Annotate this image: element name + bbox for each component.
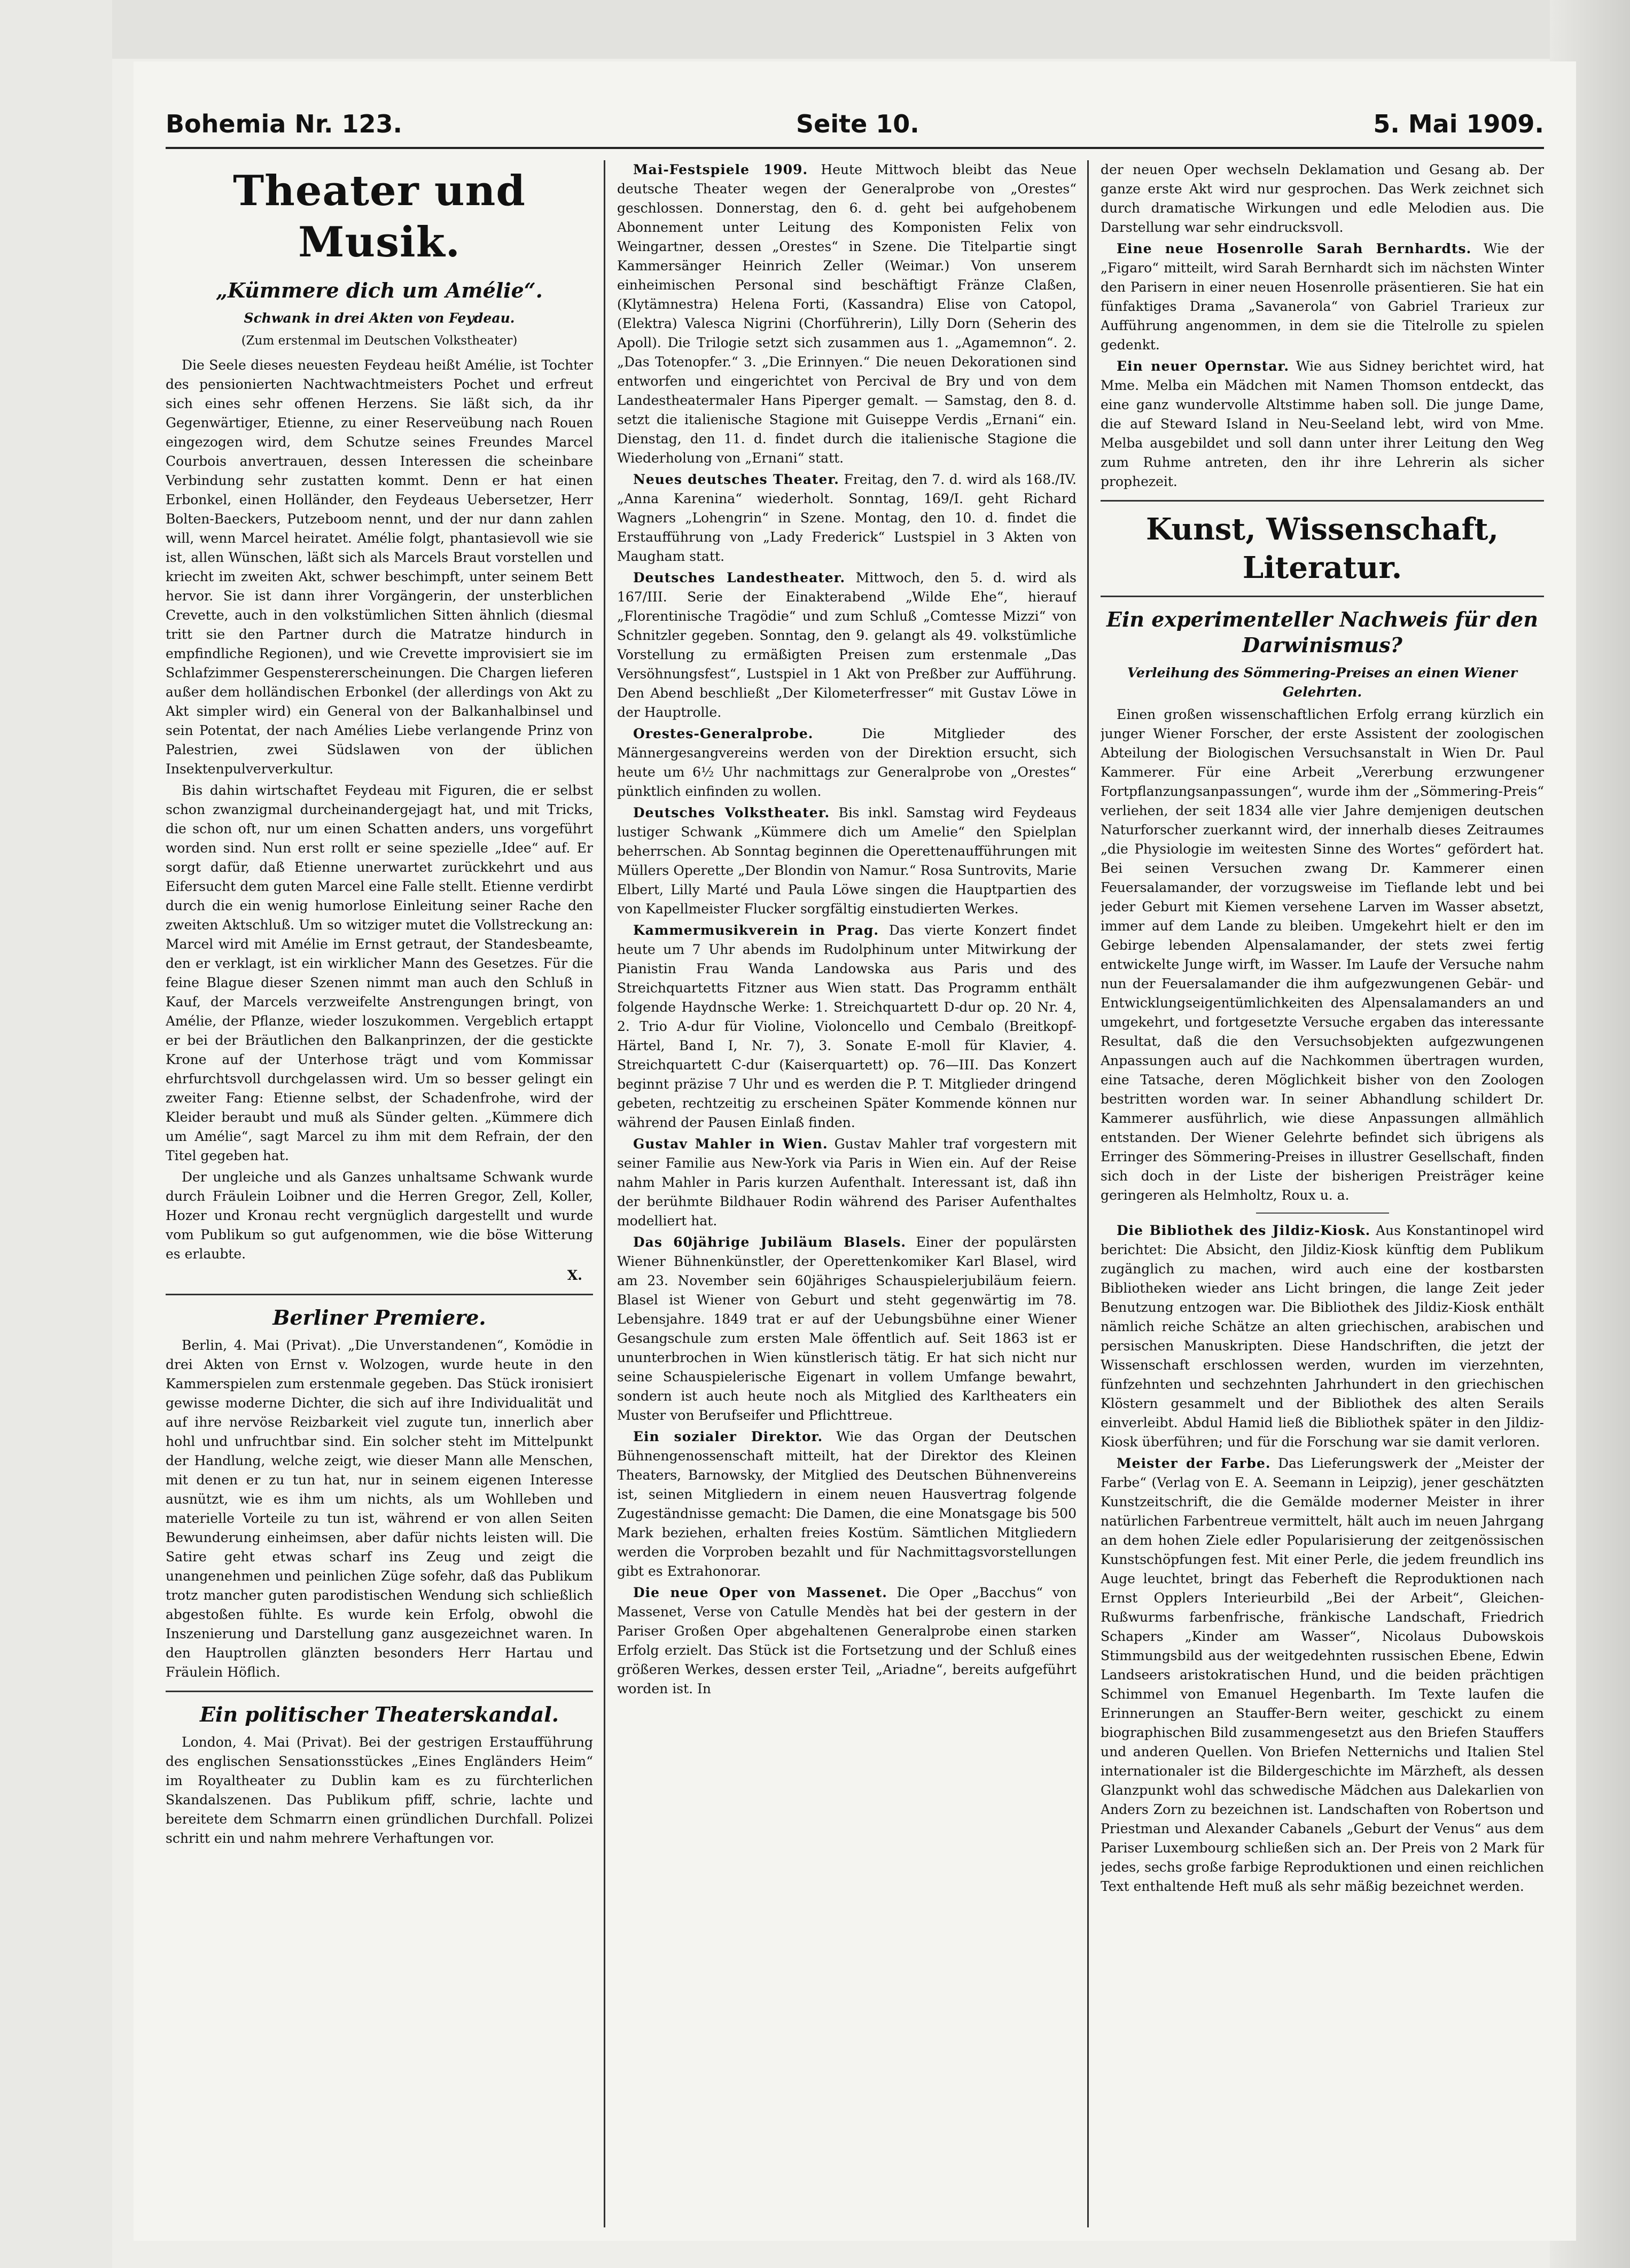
header-publication: Bohemia Nr. 123. [166, 110, 402, 138]
page-header [166, 110, 1544, 149]
news-item-heading: Ein neuer Opernstar. [1117, 358, 1290, 374]
news-item-heading: Deutsches Landestheater. [633, 570, 846, 585]
news-item-heading: Ein sozialer Direktor. [633, 1429, 823, 1444]
column-divider [604, 160, 605, 2227]
news-item [617, 1233, 1077, 1425]
news-item-heading: Eine neue Hosenrolle Sarah Bernhardts. [1117, 241, 1472, 256]
article-signature: X. [567, 1268, 582, 1283]
article-separator [166, 1294, 593, 1295]
news-item [1101, 239, 1544, 355]
news-item-heading: Die neue Oper von Massenet. [633, 1585, 887, 1600]
news-item-text: Wie aus Sidney berichtet wird, hat Mme. Melba ein Mädchen mit Namen Thomson entdeckt, das eine ganz wundervolle Altstimme haben soll. Die junge Dame, die auf Steward Island in Neu-Seeland lebt, wird von Mme. Melba ausgebildet und soll dann unter ihrer Leitung den Weg zum Ruhme antreten, den ihr ihre Lehrerin als sicher prophezeit. [1101, 358, 1544, 489]
article-paragraph: Bis dahin wirtschaftet Feydeau mit Figuren, die er selbst schon zwanzigmal durcheinandergejagt hat, und mit Tricks, die schon oft, nur um einen Schatten anders, uns vorgeführt worden sind. Nun erst rollt er seine spezielle „Idee“ auf. Er sorgt dafür, daß Etienne unerwartet zurückkehrt und aus Eifersucht dem guten Marcel eine Falle stellt. Etienne verdirbt durch die ein wenig humorlose Einleitung seiner Rache den zweiten Aktschluß. Um so witziger mutet die Vollstreckung an: Marcel wird mit Amélie im Ernst getraut, der Standesbeamte, den er verklagt, ist ein wirklicher Mann des Gesetzes. Für die feine Blague dieser Szenen nimmt man auch den Schluß in Kauf, der Marcels verzweifelte Anstrengungen bringt, von Amélie, der Pflanze, wieder loszukommen. Vergeblich ertappt er bei der Bräutlichen den Balkanprinzen, der die gestickte Krone auf der Unterhose trägt und vom Kommissar ehrfurchtsvoll durchgelassen wird. Um so besser gelingt ein zweiter Fang: Etienne selbst, der Schadenfrohe, wird der Kleider beraubt und muß als Sünder gelten. „Kümmere dich um Amélie“, sagt Marcel zu ihm mit dem Refrain, der den Titel gegeben hat. [166, 783, 593, 1163]
news-item-text: Einer der populärsten Wiener Bühnenkünstler, der Operettenkomiker Karl Blasel, wird am 23. November sein 60jähriges Schauspielerjubiläum feiern. Blasel ist Wiener von Geburt und steht gegenwärtig im 78. Lebensjahre. 1849 trat er auf der Uebungsbühne einer Wiener Gesangschule zum ersten Male öffentlich auf. Seit 1863 ist er ununterbrochen in Wien künstlerisch tätig. Er hat sich nicht nur seine Schauspielerische Eigenart in vollem Umfange bewahrt, sondern ist auch heute noch als Mitglied des Karltheaters ein Muster von Berufseifer und Pflichttreue. [617, 1234, 1077, 1423]
column-1 [166, 160, 593, 2227]
news-item [617, 724, 1077, 801]
scan-top-margin [0, 0, 1630, 59]
news-item [617, 1427, 1077, 1581]
news-item [1101, 357, 1544, 491]
continued-text: der neuen Oper wechseln Deklamation und Gesang ab. Der ganze erste Akt wird nur gesprochen. Das Werk zeichnet sich durch dramatische Wirkungen und edle Melodien aus. Die Darstellung war sehr eindrucksvoll. [1101, 162, 1544, 235]
news-item-text: Heute Mittwoch bleibt das Neue deutsche Theater wegen der Generalprobe von „Orestes“ geschlossen. Donnerstag, den 6. d. geht bei aufgehobenem Abonnement unter Leitung des Komponisten Felix von Weingartner, dessen „Orestes“ in Szene. Die Titelpartie singt Kammersänger Heinrich Zeller (Weimar.) Von unserem einheimischen Personal sind beschäftigt Fränze Claßen, (Klytämnestra) Helena Forti, (Kassandra) Elise von Catopol, (Elektra) Valesca Nigrini (Chorführerin), Lilly Dorn (Seherin des Apoll). Die Trilogie setzt sich zusammen aus 1. „Agamemnon“. 2. „Das Totenopfer.“ 3. „Die Erinnyen.“ Die neuen Dekorationen sind entworfen und eingerichtet von Percival de Bry und von dem Landestheatermaler Hans Piperger gemalt. — Samstag, den 8. d. setzt die italienische Stagione mit Guiseppe Verdis „Ernani“ ein. Dienstag, den 11. d. findet durch die italienische Stagione die Wiederholung von „Ernani“ statt. [617, 162, 1077, 466]
article-paragraph: Einen großen wissenschaftlichen Erfolg errang kürzlich ein junger Wiener Forscher, der erste Assistent der zoologischen Abteilung der Biologischen Versuchsanstalt in Wien Dr. Paul Kammerer. Für eine Arbeit „Vererbung erzwungener Fortpflanzungsanpassungen“, wurde ihm der „Sömmering-Preis“ verliehen, der seit 1834 alle vier Jahre demjenigen deutschen Naturforscher zuerkannt wird, der innerhalb dieses Zeitraumes „die Physiologie im weitesten Sinne des Wortes“ gefördert hat. Bei seinen Versuchen zwang Dr. Kammerer einen Feuersalamander, der vorzugsweise im Tieflande lebt und bei jeder Geburt mit Kiemen versehene Larven im Wasser absetzt, immer auf dem Lande zu bleiben. Umgekehrt hielt er den im Gebirge lebenden Alpensalamander, der stets zwei fertig entwickelte Junge wirft, im Wasser. Im Laufe der Versuche nahm nun der Feuersalamander die ihm aufgezwungenen Gebär- und Entwicklungseigentümlichkeiten des Alpensalamanders an und umgekehrt, und fortgesetzte Versuche ergaben das interessante Resultat, daß die den Versuchsobjekten aufgezwungenen Anpassungen auch auf die Nachkommen übertragen wurden, eine Tatsache, deren Möglichkeit bisher von den Zoologen bestritten worden war. In seiner Abhandlung schildert Dr. Kammerer ausführlich, wie diese Anpassungen allmählich entstanden. Der Wiener Gelehrte befindet sich übrigens als Erringer des Sömmering-Preises in illustrer Gesellschaft, finden sich doch in der Liste der bisherigen Preisträger keine geringeren als Helmholtz, Roux u. a. [1101, 707, 1544, 1203]
article-subtitle: Verleihung des Sömmering-Preises an einen Wiener Gelehrten. [1127, 665, 1518, 700]
news-item-text: Mittwoch, den 5. d. wird als 167/III. Serie der Einakterabend „Wilde Ehe“, hierauf „Florentinische Tragödie“ und zum Schluß „Comtesse Mizzi“ von Schnitzler gegeben. Sonntag, den 9. gelangt als 49. volkstümliche Vorstellung zu ermäßigten Preisen zum erstenmale „Das Versöhnungsfest“, Lustspiel in 1 Akt von Preßber zur Aufführung. Den Abend beschließt „Der Kilometerfresser“ mit Gustav Löwe in der Hauptrolle. [617, 570, 1077, 720]
article-paragraph: London, 4. Mai (Privat). Bei der gestrigen Erstaufführung des englischen Sensationsstückes „Eines Engländers Heim“ im Royaltheater zu Dublin kam es zu fürchterlichen Skandalszenen. Das Publikum pfiff, schrie, lachte und bereitete dem Schmarrn einen gründlichen Durchfall. Polizei schritt ein und nahm mehrere Verhaftungen vor. [166, 1734, 593, 1846]
news-item [1101, 1221, 1544, 1452]
header-page-number: Seite 10. [796, 110, 919, 138]
news-item-text: Aus Konstantinopel wird berichtet: Die Absicht, den Jildiz-Kiosk künftig dem Publikum zugänglich zu machen, wird auch eine der kostbarsten Bibliotheken wieder ans Licht bringen, die lange Zeit jeder Benutzung entzogen war. Die Bibliothek des Jildiz-Kiosk enthält nämlich reiche Schätze an alten griechischen, arabischen und persischen Manuskripten. Diese Handschriften, die jetzt der Wissenschaft erschlossen werden, wurden im vierzehnten, fünfzehnten und sechzehnten Jahrhundert in den griechischen Klöstern gesammelt und der Bibliothek des alten Serails einverleibt. Abdul Hamid ließ die Bibliothek später in den Jildiz-Kiosk überführen; und für die Forschung war sie damit verloren. [1101, 1223, 1544, 1450]
article-paragraph: Die Seele dieses neuesten Feydeau heißt Amélie, ist Tochter des pensionierten Nachtwachtmeisters Pochet und erfreut sich eines sehr offenen Herzens. Sie läßt sich, da ihr Gegenwärtiger, Etienne, zu einer Reserveübung nach Rouen eingezogen wird, dem Schutze seines Freundes Marcel Courbois anvertrauen, dessen Interessen die scheinbare Verbindung sehr zustatten kommt. Denn er hat einen Erbonkel, einen Holländer, den Feydeaus Uebersetzer, Herr Bolten-Baeckers, Putzeboom nennt, und der nur dann zahlen will, wenn Marcel heiratet. Amélie folgt, phantasievoll wie sie ist, allen Wünschen, läßt sich als Marcels Braut vorstellen und kriecht im zweiten Akt, schwer beschimpft, unter seinem Bett hervor. Sie ist dann ihrer Vorgängerin, der unsterblichen Crevette, auch in den volkstümlichen Sitten ähnlich (diesmal tritt sie den Partner durch die Matratze hindurch in empfindliche Regionen), und wie Crevette improvisiert sie im Schlafzimmer Gespenstererscheinungen. Die Chargen lieferen außer dem holländischen Erbonkel (der allerdings von Akt zu Akt simpler wird) ein General von der Balkanhalbinsel und sein Potentat, der nach Amélies Liebe verlangende Prinz von Palestrien, zwei Südslawen von der üblichen Insektenpulververkultur. [166, 357, 593, 777]
article-title: „Kümmere dich um Amélie“. [216, 278, 543, 302]
newspaper-page [134, 61, 1576, 2241]
news-item-text: Gustav Mahler traf vorgestern mit seiner Familie aus New-York via Paris in Wien ein. Auf der Reise nahm Mahler in Paris kurzen Aufenthalt. Interessant ist, daß ihn der berühmte Bildhauer Rodin während des Pariser Aufenthaltes modelliert hat. [617, 1136, 1077, 1229]
header-date: 5. Mai 1909. [1373, 110, 1544, 138]
news-item-heading: Deutsches Volkstheater. [633, 805, 830, 820]
news-item-text: Freitag, den 7. d. wird als 168./IV. „Anna Karenina“ wiederholt. Sonntag, 169/I. geht Richard Wagners „Lohengrin“ in Szene. Montag, den 10. d. findet die Erstaufführung von „Lady Frederick“ Lustspiel in 3 Akten von Maugham statt. [617, 472, 1077, 564]
column-3 [1101, 160, 1544, 2227]
news-item [617, 568, 1077, 722]
news-item [617, 921, 1077, 1132]
article-title: Berliner Premiere. [272, 1305, 486, 1329]
news-item [617, 470, 1077, 566]
article-title: Ein politischer Theaterskandal. [200, 1702, 559, 1726]
section-separator [1101, 500, 1544, 502]
news-item-text: Das Lieferungswerk der „Meister der Farbe“ (Verlag von E. A. Seemann in Leipzig), jener geschätzten Kunstzeitschrift, die die Gemälde moderner Meister in ihrer natürlichen Farbentreue vermittelt, hält auch im neuen Jahrgang an dem hohen Ziele edler Popularisierung der zeitgenössischen Kunstschöpfungen fest. Mit einer Perle, die jedem freundlich ins Auge leuchtet, bringt das Feberheft die Reproduktionen nach Ernst Opplers Interieurbild „Bei der Arbeit“, Gleichen-Rußwurms farbenfrische, fränkische Landschaft, Friedrich Schapers „Kinder am Wasser“, Nicolaus Dubowskois Stimmungsbild aus der weitgedehnten russischen Ebene, Edwin Landseers aristokratischen Hund, und die beiden prächtigen Schimmel von Emanuel Hegenbarth. Im Texte laufen die Erinnerungen an Stauffer-Bern weiter, geschickt zu einem biographischen Bild zusammengesetzt aus den Briefen Stauffers und anderen Quellen. Von Briefen Netternichs und Italien Stel internationaler ist die Bildergeschichte im Märzheft, als dessen Glanzpunkt wohl das schwedische Mädchen aus Dalekarlien von Anders Zorn zu bezeichnen ist. Landschaften von Robertson und Priestman und Alexander Cabanels „Geburt der Venus“ aus dem Pariser Luxembourg schließen sich an. Der Preis von 2 Mark für jedes, sechs große farbige Reproduktionen und einen reichlichen Text enthaltende Heft muß als sehr mäßig bezeichnet werden. [1101, 1456, 1544, 1894]
news-item-text: Bis inkl. Samstag wird Feydeaus lustiger Schwank „Kümmere dich um Amelie“ den Spielplan beherrschen. Ab Sonntag beginnen die Operettenaufführungen mit Müllers Operette „Der Blondin von Namur.“ Rosa Suntrovits, Marie Elbert, Lilly Marté und Paula Löwe singen die Hauptpartien des von Kapellmeister Flucker sorgfältig einstudierten Werkes. [617, 805, 1077, 917]
news-item-text: Die Mitglieder des Männergesangvereins werden von der Direktion ersucht, sich heute um 6½ Uhr nachmittags zur Generalprobe von „Orestes“ pünktlich einfinden zu wollen. [617, 726, 1077, 799]
section-title-theater: Theater und Musik. [233, 167, 526, 267]
column-divider [1087, 160, 1089, 2227]
news-item-text: Das vierte Konzert findet heute um 7 Uhr abends im Rudolphinum unter Mitwirkung der Pianistin Frau Wanda Landowska aus Paris und des Streichquartetts Fitzner aus Wien statt. Das Programm enthält folgende Haydnsche Werke: 1. Streichquartett D-dur op. 20 Nr. 4, 2. Trio A-dur für Violine, Violoncello und Cembalo (Breitkopf-Härtel, Band I, Nr. 7), 3. Sonate E-moll für Klavier, 4. Streichquartett C-dur (Kaiserquartett) op. 76—III. Das Konzert beginnt präzise 7 Uhr und es werden die P. T. Mitglieder dringend gebeten, rechtzeitig zu erscheinen Später Kommende können nur während der Pausen Einlaß finden. [617, 922, 1077, 1130]
news-item-heading: Kammermusikverein in Prag. [633, 922, 879, 938]
news-item-heading: Das 60jährige Jubiläum Blasels. [633, 1234, 907, 1250]
news-item-text: Wie das Organ der Deutschen Bühnengenossenschaft mitteilt, hat der Direktor des Kleinen Theaters, Barnowsky, der Mitglied des Deutschen Bühnenvereins ist, seinen Mitgliedern in einem neuen Hausvertrag folgende Zugeständnisse gemacht: Die Damen, die eine Monatsgage bis 500 Mark beziehen, erhalten freies Kostüm. Sämtlichen Mitgliedern werden die Vorproben bezahlt und für Nachmittagsvorstellungen gibt es Extrahonorar. [617, 1429, 1077, 1579]
article-subtitle: Schwank in drei Akten von Feydeau. [244, 310, 515, 326]
column-2 [617, 160, 1077, 2227]
article-paragraph: Berlin, 4. Mai (Privat). „Die Unverstandenen“, Komödie in drei Akten von Ernst v. Wolzogen, wurde heute in den Kammerspielen zum erstenmale gegeben. Das Stück ironisiert gewisse moderne Dichter, die sich auf ihre Individualität und auf ihre nervöse Reizbarkeit viel zugute tun, innerlich aber hohl und unfruchtbar sind. Ein solcher steht im Mittelpunkt der Handlung, welche zeigt, wie dieser Mann alle Menschen, mit denen er zu tun hat, nur in seinem eigenen Interesse ausnützt, wie es ihm um nichts, als um Wohlleben und materielle Vorteile zu tun ist, während er von allen Seiten Bewunderung einheimsen, aber dafür nichts leisten will. Die Satire geht etwas scharf ins Zeug und zeigt die unangenehmen und peinlichen Züge sofehr, daß das Publikum trotz mancher guten parodistischen Wendung sich schließlich abgestoßen fühlte. Es wurde kein Erfolg, obwohl die Inszenierung und Darstellung ganz ausgezeichnet waren. In den Hauptrollen glänzten besonders Herr Hartau und Fräulein Höflich. [166, 1338, 593, 1680]
news-item [617, 1583, 1077, 1699]
news-item-heading: Orestes-Generalprobe. [633, 726, 814, 741]
article-separator [1256, 1213, 1389, 1214]
section-separator [1101, 596, 1544, 597]
section-title-kunst: Kunst, Wissenschaft, Literatur. [1146, 512, 1499, 585]
news-item [1101, 1454, 1544, 1896]
news-item [617, 1135, 1077, 1231]
news-item [617, 160, 1077, 468]
news-item [617, 803, 1077, 919]
news-item-heading: Die Bibliothek des Jildiz-Kiosk. [1117, 1223, 1371, 1238]
article-note: (Zum erstenmal im Deutschen Volkstheater) [241, 334, 518, 348]
article-paragraph: Der ungleiche und als Ganzes unhaltsame Schwank wurde durch Fräulein Loibner und die Herren Gregor, Zell, Koller, Hozer und Kronau recht vergnüglich dargestellt und wurde vom Publikum so gut aufgenommen, wie die böse Witterung es erlaubte. [166, 1169, 593, 1262]
scan-left-margin [0, 0, 112, 2268]
news-item-heading: Mai-Festspiele 1909. [633, 162, 808, 177]
article-title: Ein experimenteller Nachweis für den Darwinismus? [1106, 607, 1538, 657]
news-item-text: Wie der „Figaro“ mitteilt, wird Sarah Bernhardt sich im nächsten Winter den Parisern in einer neuen Hosenrolle präsentieren. Sie hat ein fünfaktiges Drama „Savanerola“ von Gabriel Trarieux zur Aufführung angenommen, in dem sie die Titelrolle zu spielen gedenkt. [1101, 241, 1544, 353]
article-separator [166, 1691, 593, 1692]
news-item-heading: Neues deutsches Theater. [633, 472, 839, 487]
news-item-heading: Gustav Mahler in Wien. [633, 1136, 828, 1152]
news-item-text: Die Oper „Bacchus“ von Massenet, Verse von Catulle Mendès hat bei der gestern in der Pariser Großen Oper abgehaltenen Generalprobe einen starken Erfolg erzielt. Das Stück ist die Fortsetzung und der Schluß eines größeren Werkes, dessen erster Teil, „Ariadne“, bereits aufgeführt worden ist. In [617, 1585, 1077, 1696]
news-item-heading: Meister der Farbe. [1117, 1456, 1271, 1471]
